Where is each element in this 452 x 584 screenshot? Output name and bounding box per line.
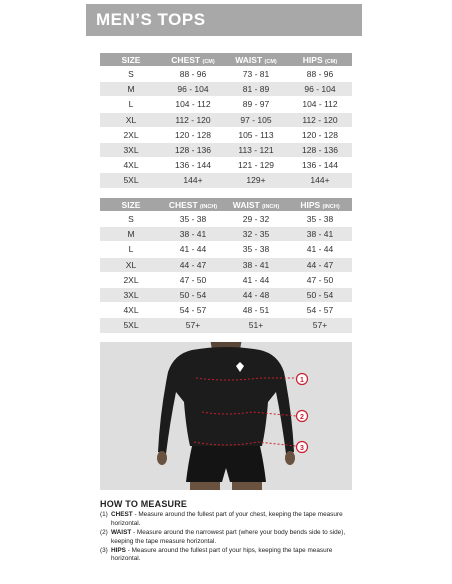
table-row [100,288,352,302]
size-cell: M [100,227,162,241]
left-hand [157,451,167,465]
hips-cell: 38 - 41 [288,227,352,241]
table-row [100,303,352,317]
table-row [100,227,352,241]
step-hips [100,547,356,564]
waist-cell: 35 - 38 [242,244,270,255]
svg-text:2: 2 [300,414,304,421]
hips-cell: 128 - 136 [288,143,352,157]
chest-cell: 136 - 144 [175,160,211,171]
chest-cell: 57+ [162,318,224,332]
size-cell: 2XL [123,274,139,285]
size-cell: L [128,99,134,110]
table-header-row [100,198,352,211]
page-title: MEN’S TOPS [96,10,206,29]
table-row [100,212,352,226]
hips-cell: 88 - 96 [306,69,334,80]
waist-cell: 51+ [224,318,288,332]
header-waist: WAIST (CM) [224,53,288,66]
step-term: CHEST [111,511,133,519]
waist-cell: 81 - 89 [224,82,288,96]
table-row [100,143,352,157]
step-term: WAIST [111,529,132,537]
hips-cell: 54 - 57 [306,305,334,316]
hips-cell: 35 - 38 [306,214,334,225]
chest-cell: 41 - 44 [179,244,207,255]
table-row [100,113,352,127]
step-number: (2) [100,529,108,537]
header-hips: HIPS (INCH) [288,198,352,211]
waist-cell: 105 - 113 [238,129,274,140]
waist-cell: 73 - 81 [242,69,270,80]
svg-text:3: 3 [300,445,304,452]
size-cell: S [128,69,134,80]
table-row [100,158,352,172]
chest-cell: 38 - 41 [162,227,224,241]
size-cell: 3XL [100,143,162,157]
table-row [100,242,352,256]
header-size: SIZE [100,53,162,66]
table-row [100,67,352,81]
marker-chest [297,374,308,385]
waist-cell: 121 - 129 [238,160,274,171]
hips-cell: 44 - 47 [288,258,352,272]
model-figure [100,342,352,490]
waist-cell: 48 - 51 [242,305,270,316]
hips-cell: 104 - 112 [302,99,338,110]
hips-cell: 120 - 128 [302,129,338,140]
hips-cell: 50 - 54 [288,288,352,302]
size-cell: 3XL [100,288,162,302]
size-cell: XL [100,113,162,127]
how-to-measure [100,500,356,565]
header-chest: CHEST (CM) [162,53,224,66]
header-size: SIZE [100,198,162,211]
chest-cell: 112 - 120 [162,113,224,127]
table-row [100,318,352,332]
waist-cell: 41 - 44 [242,274,270,285]
waist-cell: 97 - 105 [224,113,288,127]
waist-cell: 113 - 121 [224,143,288,157]
waist-cell: 32 - 35 [224,227,288,241]
step-text: - Measure around the fullest part of your chest, keeping the tape measure horizontal. [111,511,343,527]
size-cell: XL [100,258,162,272]
chest-cell: 50 - 54 [162,288,224,302]
size-cell: 5XL [100,318,162,332]
waist-cell: 38 - 41 [224,258,288,272]
marker-waist [297,411,308,422]
waist-cell: 44 - 48 [224,288,288,302]
marker-hips [297,442,308,453]
table-row [100,173,352,187]
chest-cell: 44 - 47 [162,258,224,272]
hips-cell: 112 - 120 [288,113,352,127]
chest-cell: 96 - 104 [162,82,224,96]
chest-cell: 54 - 57 [179,305,207,316]
header-waist: WAIST (INCH) [224,198,288,211]
chest-cell: 88 - 96 [179,69,207,80]
waist-cell: 29 - 32 [242,214,270,225]
hips-cell: 57+ [288,318,352,332]
step-chest [100,511,356,528]
size-cell: 5XL [100,173,162,187]
header-hips: HIPS (CM) [288,53,352,66]
table-row [100,82,352,96]
table-header-row [100,53,352,66]
size-cell: M [100,82,162,96]
size-cell: 4XL [123,160,139,171]
size-cell: 2XL [123,129,139,140]
hips-cell: 136 - 144 [302,160,338,171]
chest-cell: 104 - 112 [175,99,211,110]
step-waist [100,529,356,546]
step-text: - Measure around the narrowest part (where your body bends side to side), keeping the tape measure horizontal. [111,529,346,545]
table-row [100,128,352,142]
hips-cell: 47 - 50 [306,274,334,285]
chest-cell: 144+ [162,173,224,187]
step-term: HIPS [111,547,126,555]
header-chest: CHEST (INCH) [162,198,224,211]
table-row [100,97,352,111]
table-row [100,258,352,272]
chest-cell: 47 - 50 [179,274,207,285]
table-row [100,273,352,287]
svg-text:1: 1 [300,377,304,384]
size-table-cm [100,52,352,189]
measurement-diagram [100,342,352,490]
page-title-banner [86,4,362,36]
chest-cell: 120 - 128 [175,129,211,140]
right-hand [285,451,295,465]
size-cell: L [128,244,134,255]
hips-cell: 96 - 104 [288,82,352,96]
size-table-inch [100,197,352,334]
step-number: (3) [100,547,108,555]
size-cell: S [128,214,134,225]
how-to-measure-title: HOW TO MEASURE [100,499,188,509]
waist-cell: 89 - 97 [242,99,270,110]
step-number: (1) [100,511,108,519]
hips-cell: 144+ [288,173,352,187]
hips-cell: 41 - 44 [306,244,334,255]
chest-cell: 128 - 136 [162,143,224,157]
chest-cell: 35 - 38 [179,214,207,225]
size-cell: 4XL [123,305,139,316]
waist-cell: 129+ [224,173,288,187]
step-text: - Measure around the fullest part of your hips, keeping the tape measure horizontal. [111,547,333,563]
